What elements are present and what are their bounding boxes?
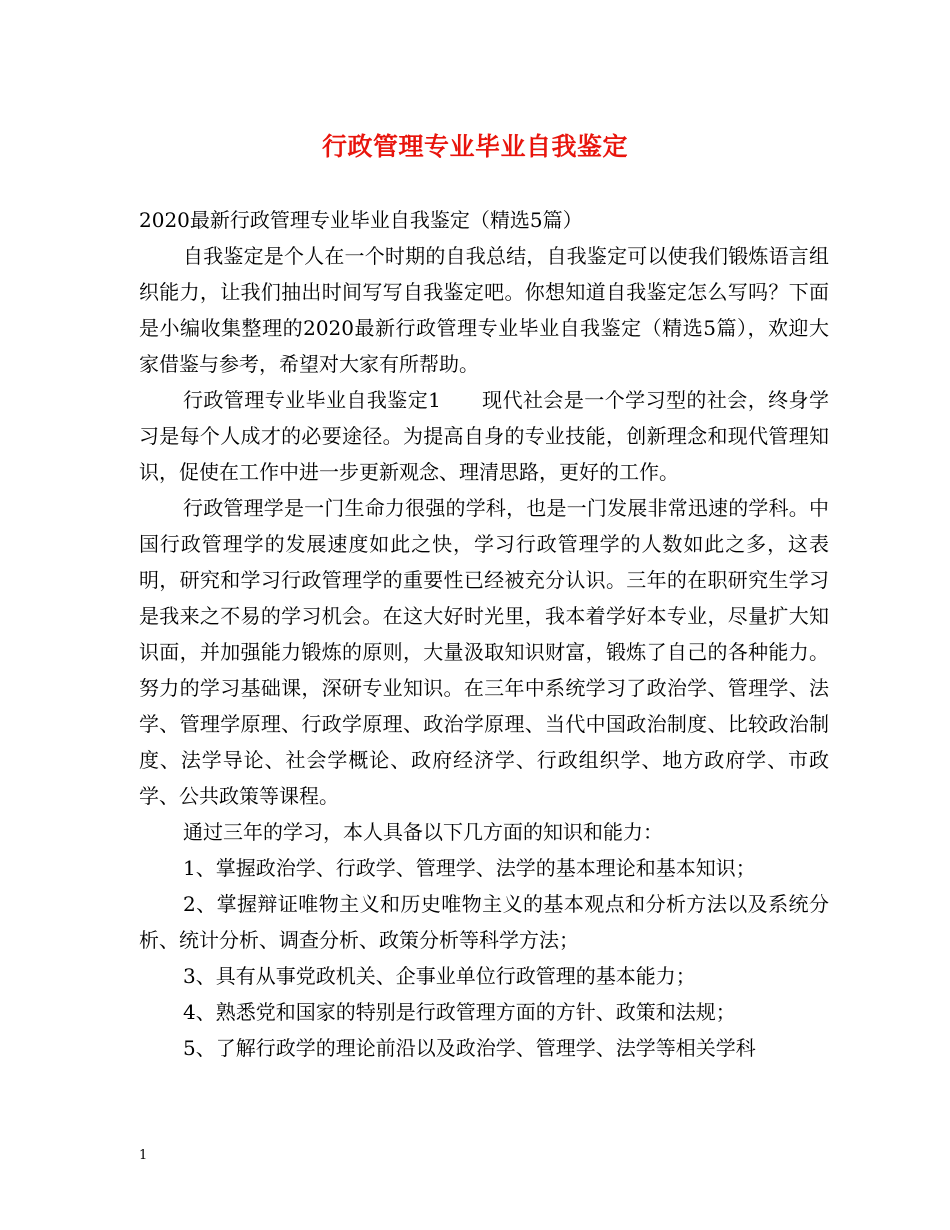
list-item-4: 4、熟悉党和国家的特别是行政管理方面的方针、政策和法规； [183, 1000, 736, 1024]
page-number: 1 [139, 1148, 148, 1163]
list-item-5: 5、了解行政学的理论前沿以及政治学、管理学、法学等相关学科 [183, 1036, 756, 1060]
intro-paragraph: 自我鉴定是个人在一个时期的自我总结，自我鉴定可以使我们锻炼语言组织能力，让我们抽出时间写写自我鉴定吧。你想知道自我鉴定怎么写吗？下面是小编收集整理的2020最新行政管理专业毕业自我鉴定（精选5篇），欢迎大家借鉴与参考，希望对大家有所帮助。 [139, 244, 829, 376]
document-body [139, 202, 829, 1066]
list-item-1: 1、掌握政治学、行政学、管理学、法学的基本理论和基本知识； [183, 856, 756, 880]
course-paragraph: 行政管理学是一门生命力很强的学科，也是一门发展非常迅速的学科。中国行政管理学的发展速度如此之快，学习行政管理学的人数如此之多，这表明，研究和学习行政管理学的重要性已经被充分认识。三年的在职研究生学习是我来之不易的学习机会。在这大好时光里，我本着学好本专业，尽量扩大知识面，并加强能力锻炼的原则，大量汲取知识财富，锻炼了自己的各种能力。努力的学习基础课，深研专业知识。在三年中系统学习了政治学、管理学、法学、管理学原理、行政学原理、政治学原理、当代中国政治制度、比较政治制度、法学导论、社会学概论、政府经济学、行政组织学、地方政府学、市政学、公共政策等课程。 [139, 496, 829, 808]
ability-intro-paragraph: 通过三年的学习，本人具备以下几方面的知识和能力： [183, 820, 663, 844]
document-title: 行政管理专业毕业自我鉴定 [321, 132, 628, 161]
list-item-3: 3、具有从事党政机关、企事业单位行政管理的基本能力； [183, 964, 696, 988]
section-1-paragraph: 行政管理专业毕业自我鉴定1 现代社会是一个学习型的社会，终身学习是每个人成才的必要途径。为提高自身的专业技能，创新理念和现代管理知识，促使在工作中进一步更新观念、理清思路，更好的工作。 [139, 388, 829, 484]
list-item-2: 2、掌握辩证唯物主义和历史唯物主义的基本观点和分析方法以及系统分析、统计分析、调查分析、政策分析等科学方法； [139, 892, 829, 952]
subtitle-line: 2020最新行政管理专业毕业自我鉴定（精选5篇） [139, 208, 583, 232]
